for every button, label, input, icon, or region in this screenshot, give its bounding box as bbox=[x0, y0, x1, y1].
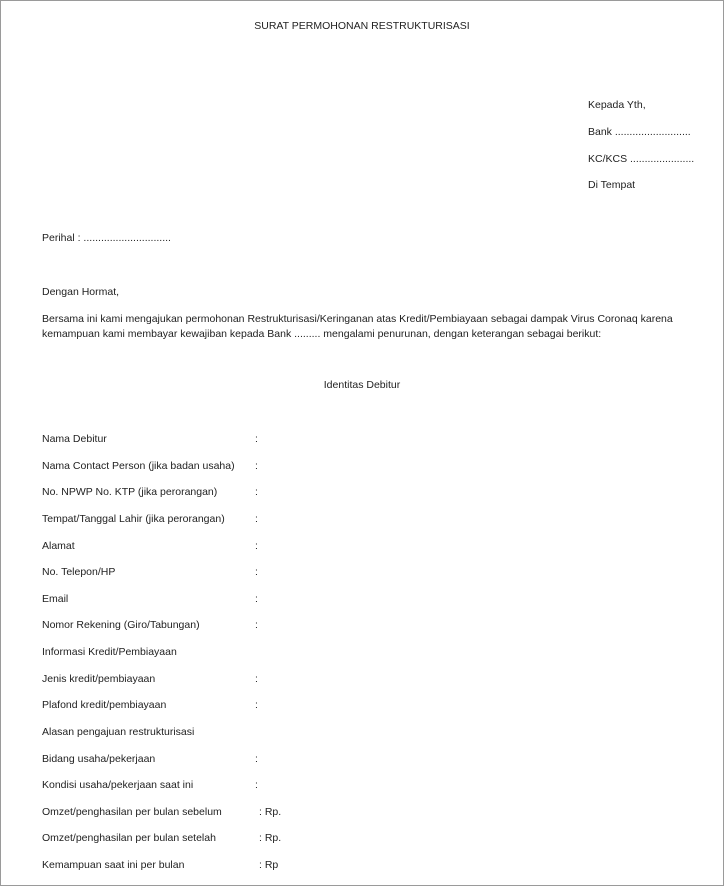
field-label: No. NPWP No. KTP (jika perorangan) bbox=[42, 486, 218, 498]
field-row bbox=[42, 486, 702, 500]
field-separator: : bbox=[255, 593, 258, 605]
field-row bbox=[42, 753, 702, 767]
field-label: Alasan pengajuan restrukturisasi bbox=[42, 726, 195, 738]
section-title: Identitas Debitur bbox=[323, 379, 401, 391]
field-label: Plafond kredit/pembiayaan bbox=[42, 699, 167, 711]
field-separator: : bbox=[255, 699, 258, 711]
letter-title: SURAT PERMOHONAN RESTRUKTURISASI bbox=[254, 20, 470, 32]
field-row bbox=[42, 540, 702, 554]
field-separator: : bbox=[255, 433, 258, 445]
field-separator: : bbox=[255, 486, 258, 498]
field-row bbox=[42, 566, 702, 580]
field-row bbox=[42, 779, 702, 793]
field-label: Tempat/Tanggal Lahir (jika perorangan) bbox=[42, 513, 225, 525]
field-label: Omzet/penghasilan per bulan setelah bbox=[42, 832, 216, 844]
field-row bbox=[42, 433, 702, 447]
recipient-line-1: Kepada Yth, bbox=[588, 99, 646, 111]
field-separator: : bbox=[255, 673, 258, 685]
field-row bbox=[42, 513, 702, 527]
field-label: Email bbox=[42, 593, 69, 605]
field-separator: : bbox=[255, 566, 258, 578]
field-row bbox=[42, 646, 702, 660]
field-row bbox=[42, 859, 702, 873]
field-row bbox=[42, 726, 702, 740]
field-label: Bidang usaha/pekerjaan bbox=[42, 753, 156, 765]
recipient-line-2: Bank .......................... bbox=[588, 126, 691, 138]
greeting: Dengan Hormat, bbox=[42, 286, 120, 298]
field-label: Kondisi usaha/pekerjaan saat ini bbox=[42, 779, 194, 791]
subject-line: Perihal : .............................. bbox=[42, 232, 171, 244]
field-label: Jenis kredit/pembiayaan bbox=[42, 673, 156, 685]
field-label: Omzet/penghasilan per bulan sebelum bbox=[42, 806, 222, 818]
field-row bbox=[42, 832, 702, 846]
field-row bbox=[42, 673, 702, 687]
field-separator: : bbox=[255, 460, 258, 472]
field-separator: : bbox=[255, 619, 258, 631]
field-label: Alamat bbox=[42, 540, 75, 552]
field-separator: : Rp bbox=[259, 859, 279, 871]
recipient-line-4: Di Tempat bbox=[588, 179, 636, 191]
field-row bbox=[42, 806, 702, 820]
field-label: Nama Contact Person (jika badan usaha) bbox=[42, 460, 235, 472]
field-row bbox=[42, 619, 702, 633]
field-row bbox=[42, 460, 702, 474]
field-separator: : bbox=[255, 779, 258, 791]
field-separator: : bbox=[255, 540, 258, 552]
field-separator: : Rp. bbox=[259, 806, 282, 818]
field-separator: : Rp. bbox=[259, 832, 282, 844]
recipient-line-3: KC/KCS ...................... bbox=[588, 153, 695, 165]
field-separator: : bbox=[255, 753, 258, 765]
body-paragraph: Bersama ini kami mengajukan permohonan Restrukturisasi/Keringanan atas Kredit/Pembiayaan sebagai dampak Virus Coronaq karena kemampuan kami membayar kewajiban kepada Bank ......... mengalami penurunan, dengan keterangan sebagai berikut: bbox=[42, 313, 673, 340]
field-label: Nama Debitur bbox=[42, 433, 107, 445]
field-label: No. Telepon/HP bbox=[42, 566, 116, 578]
field-row bbox=[42, 699, 702, 713]
field-label: Nomor Rekening (Giro/Tabungan) bbox=[42, 619, 200, 631]
field-row bbox=[42, 593, 702, 607]
field-separator: : bbox=[255, 513, 258, 525]
field-label: Informasi Kredit/Pembiayaan bbox=[42, 646, 177, 658]
field-label: Kemampuan saat ini per bulan bbox=[42, 859, 185, 871]
